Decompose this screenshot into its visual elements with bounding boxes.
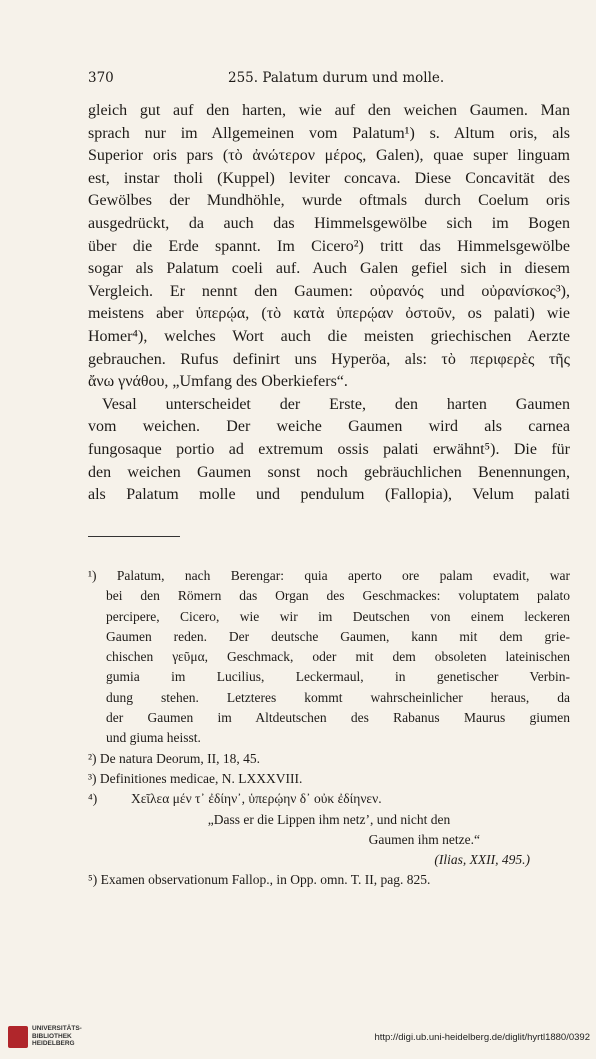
footnote-line: Gaumen reden. Der deutsche Gaumen, kann mit dem grie- <box>106 628 570 644</box>
page-number: 370 <box>88 70 114 86</box>
text-line: ausgedrückt, da auch das Himmelsgewölbe sich im Bogen <box>88 214 570 232</box>
footnote-translation: „Dass er die Lippen ihm netz’, und nicht den <box>207 811 451 827</box>
text-line: gebrauchen. Rufus definirt uns Hyperöa, als: τὸ περιφερὲς τῆς <box>88 350 570 368</box>
footnote-line: gumia im Lucilius, Leckermaul, in genetischer Verbin- <box>106 669 570 685</box>
text-line: est, instar tholi (Kuppel) leviter concava. Diese Concavität des <box>88 169 570 187</box>
text-line: Vesal unterscheidet der Erste, den harten Gaumen <box>102 395 570 413</box>
text-line: als Palatum molle und pendulum (Fallopia), Velum palati <box>88 486 570 504</box>
footnote-line: chischen γεῦμα, Geschmack, oder mit dem obsoleten lateinischen <box>106 649 570 665</box>
footnote-line: und giuma heisst. <box>106 730 201 746</box>
footnote-line: bei den Römern das Organ des Geschmackes: voluptatem palato <box>106 588 570 604</box>
library-name: UNIVERSITÄTS- BIBLIOTHEK HEIDELBERG <box>32 1025 82 1047</box>
main-text <box>88 100 570 507</box>
text-line: ἄνω γνάθου, „Umfang des Oberkiefers“. <box>88 373 348 391</box>
footnotes <box>88 566 570 891</box>
page-header <box>88 70 558 90</box>
text-line: sprach nur im Allgemeinen vom Palatum¹) s. Altum oris, als <box>88 124 570 142</box>
footnote-line: ¹) Palatum, nach Berengar: quia aperto ore palam evadit, war <box>88 568 570 583</box>
footnote-greek-verse: ⁴) Χεῖλεα μέν τ᾽ ἐδίην᾽, ὑπερῴην δ᾽ οὐκ ἐδίηνεν. <box>88 791 382 807</box>
text-line: Vergleich. Er nennt den Gaumen: οὐρανός und οὐρανίσκος³), <box>88 282 570 300</box>
text-line: Gewölbes der Mundhöhle, wurde oftmals durch Coelum oris <box>88 192 570 210</box>
text-line: fungosaque portio ad extremum ossis palati erwähnt⁵). Die für <box>88 440 570 458</box>
text-line: sogar als Palatum coeli auf. Auch Galen gefiel sich in diesem <box>88 260 570 278</box>
text-line: meistens aber ὑπερῴα, (τὸ κατὰ ὑπερῴαν ὀστοῦν, os palati) wie <box>88 305 570 323</box>
footnote-line: der Gaumen im Altdeutschen des Rabanus Maurus giumen <box>106 710 570 726</box>
text-line: Homer⁴), welches Wort auch die meisten griechischen Aerzte <box>88 327 570 345</box>
footer-bar <box>0 1016 596 1059</box>
footnote-line: ³) Definitiones medicae, N. LXXXVIII. <box>88 770 303 786</box>
footnote-line: percipere, Cicero, wie wir im Deutschen von einem leckeren <box>106 608 570 624</box>
permalink-url[interactable]: http://digi.ub.uni-heidelberg.de/diglit/hyrtl1880/0392 <box>374 1032 590 1043</box>
text-line: über die Erde spannt. Im Cicero²) tritt das Himmelsgewölbe <box>88 237 570 255</box>
running-title: 255. Palatum durum und molle. <box>228 70 445 86</box>
footnote-line: dung stehen. Letzteres kommt wahrscheinlicher heraus, da <box>106 689 570 705</box>
footnote-line: ²) De natura Deorum, II, 18, 45. <box>88 750 260 766</box>
footnote-citation: (Ilias, XXII, 495.) <box>434 852 530 868</box>
footnote-divider <box>88 536 180 537</box>
text-line: vom weichen. Der weiche Gaumen wird als carnea <box>88 418 570 436</box>
text-line: gleich gut auf den harten, wie auf den weichen Gaumen. Man <box>88 102 570 119</box>
library-logo-icon <box>8 1026 28 1048</box>
text-line: den weichen Gaumen sonst noch gebräuchlichen Benennungen, <box>88 463 570 481</box>
footnote-line: ⁵) Examen observationum Fallop., in Opp. omn. T. II, pag. 825. <box>88 872 431 888</box>
footnote-translation: Gaumen ihm netze.“ <box>368 831 480 847</box>
text-line: Superior oris pars (τὸ ἀνώτερον μέρος, Galen), quae super linguam <box>88 147 570 165</box>
